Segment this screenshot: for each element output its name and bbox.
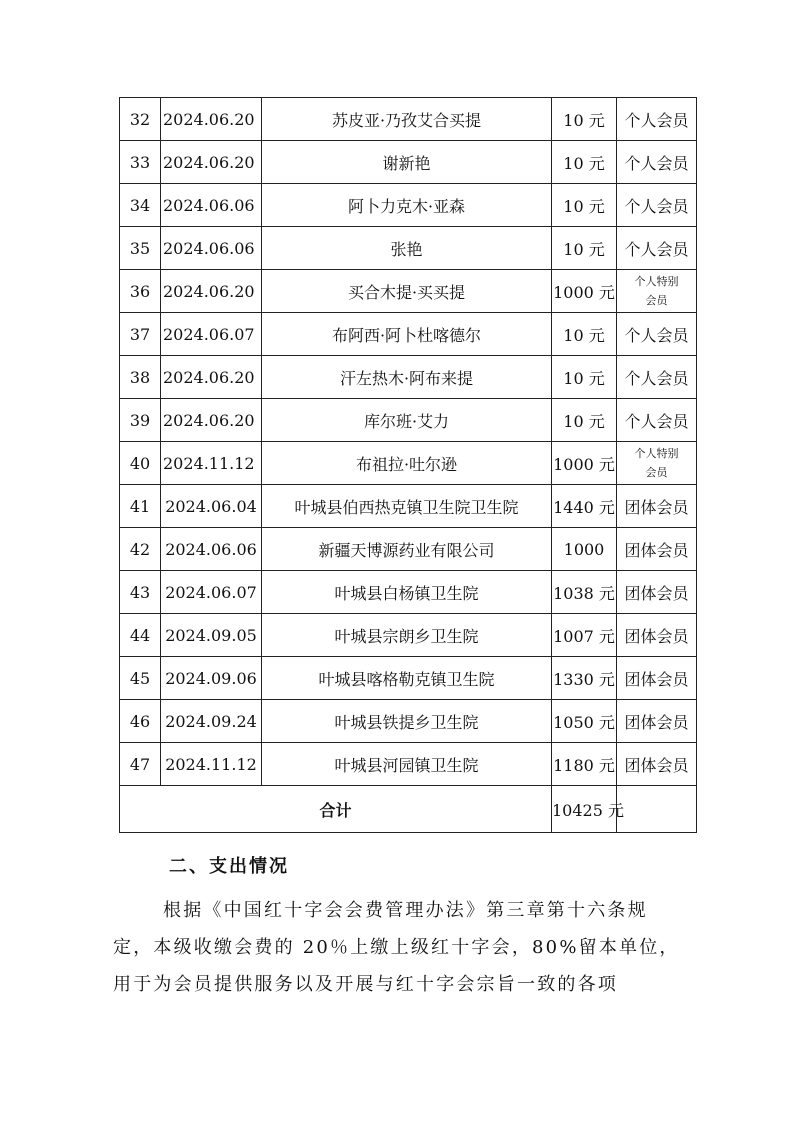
total-label: 合计	[120, 786, 552, 833]
row-member-type: 团体会员	[617, 485, 697, 528]
row-amount: 10 元	[552, 399, 617, 442]
row-date: 2024.11.12	[161, 442, 262, 485]
table-row	[120, 657, 697, 700]
member-type-line: 会员	[645, 294, 668, 307]
row-member-name: 汗左热木·阿布来提	[262, 356, 552, 399]
row-amount: 1000	[552, 528, 617, 571]
row-date: 2024.06.20	[161, 356, 262, 399]
row-member-name: 谢新艳	[262, 141, 552, 184]
row-date: 2024.06.06	[161, 227, 262, 270]
total-amount: 10425 元	[552, 786, 617, 833]
membership-fee-table	[119, 97, 697, 833]
row-amount: 1180 元	[552, 743, 617, 786]
row-number: 38	[120, 356, 161, 399]
table-row	[120, 98, 697, 141]
row-member-name: 叶城县白杨镇卫生院	[262, 571, 552, 614]
row-member-type: 个人会员	[617, 98, 697, 141]
row-amount: 1007 元	[552, 614, 617, 657]
row-member-type: 个人会员	[617, 227, 697, 270]
row-member-name: 买合木提·买买提	[262, 270, 552, 313]
total-type-cell	[617, 786, 697, 833]
row-date: 2024.06.04	[161, 485, 262, 528]
row-amount: 1000 元	[552, 270, 617, 313]
row-date: 2024.06.20	[161, 270, 262, 313]
fee-table-body	[120, 98, 697, 786]
row-number: 41	[120, 485, 161, 528]
table-row	[120, 356, 697, 399]
row-amount: 10 元	[552, 141, 617, 184]
row-amount: 1050 元	[552, 700, 617, 743]
table-row	[120, 528, 697, 571]
row-member-name: 叶城县宗朗乡卫生院	[262, 614, 552, 657]
row-member-type: 个人会员	[617, 399, 697, 442]
row-member-type	[617, 442, 697, 485]
row-amount: 1330 元	[552, 657, 617, 700]
row-date: 2024.06.07	[161, 313, 262, 356]
table-row	[120, 270, 697, 313]
row-member-name: 叶城县铁提乡卫生院	[262, 700, 552, 743]
table-row	[120, 485, 697, 528]
row-member-name: 阿卜力克木·亚森	[262, 184, 552, 227]
total-row	[120, 786, 697, 833]
row-member-type: 团体会员	[617, 657, 697, 700]
row-member-type: 个人会员	[617, 184, 697, 227]
row-number: 42	[120, 528, 161, 571]
paragraph-line: 定，本级收缴会费的 20％上缴上级红十字会，80%留本单位，	[113, 937, 680, 958]
row-number: 32	[120, 98, 161, 141]
row-number: 40	[120, 442, 161, 485]
table-row	[120, 184, 697, 227]
paragraph-line: 根据《中国红十字会会费管理办法》第三章第十六条规	[163, 900, 648, 921]
row-date: 2024.06.20	[161, 141, 262, 184]
section-heading: 二、支出情况	[169, 856, 289, 877]
row-amount: 10 元	[552, 313, 617, 356]
row-amount: 1038 元	[552, 571, 617, 614]
row-number: 34	[120, 184, 161, 227]
row-number: 33	[120, 141, 161, 184]
table-row	[120, 700, 697, 743]
member-type-line: 个人特别	[634, 275, 679, 288]
row-date: 2024.09.05	[161, 614, 262, 657]
table-row	[120, 442, 697, 485]
row-number: 43	[120, 571, 161, 614]
section-paragraph	[113, 892, 688, 1003]
row-member-type: 团体会员	[617, 528, 697, 571]
row-date: 2024.09.24	[161, 700, 262, 743]
row-member-type: 团体会员	[617, 700, 697, 743]
table-row	[120, 399, 697, 442]
table-row	[120, 313, 697, 356]
row-member-name: 苏皮亚·乃孜艾合买提	[262, 98, 552, 141]
row-member-name: 布祖拉·吐尔逊	[262, 442, 552, 485]
row-member-name: 张艳	[262, 227, 552, 270]
row-member-type: 团体会员	[617, 743, 697, 786]
row-member-name: 布阿西·阿卜杜喀德尔	[262, 313, 552, 356]
row-amount: 10 元	[552, 356, 617, 399]
row-date: 2024.06.20	[161, 399, 262, 442]
row-date: 2024.06.07	[161, 571, 262, 614]
row-member-type: 团体会员	[617, 614, 697, 657]
row-member-name: 新疆天博源药业有限公司	[262, 528, 552, 571]
table-row	[120, 227, 697, 270]
row-date: 2024.06.06	[161, 184, 262, 227]
row-member-type: 个人会员	[617, 313, 697, 356]
row-number: 37	[120, 313, 161, 356]
row-amount: 10 元	[552, 98, 617, 141]
row-number: 46	[120, 700, 161, 743]
row-member-name: 叶城县河园镇卫生院	[262, 743, 552, 786]
table-row	[120, 571, 697, 614]
row-number: 47	[120, 743, 161, 786]
paragraph-line: 用于为会员提供服务以及开展与红十字会宗旨一致的各项	[113, 974, 618, 995]
row-number: 39	[120, 399, 161, 442]
table-row	[120, 141, 697, 184]
row-date: 2024.06.20	[161, 98, 262, 141]
row-member-name: 叶城县喀格勒克镇卫生院	[262, 657, 552, 700]
member-type-line: 个人特别	[634, 447, 679, 460]
row-member-type: 个人会员	[617, 141, 697, 184]
row-number: 44	[120, 614, 161, 657]
table-row	[120, 743, 697, 786]
row-member-type	[617, 270, 697, 313]
row-member-name: 库尔班·艾力	[262, 399, 552, 442]
row-number: 36	[120, 270, 161, 313]
row-member-type: 团体会员	[617, 571, 697, 614]
row-date: 2024.06.06	[161, 528, 262, 571]
row-amount: 10 元	[552, 227, 617, 270]
row-number: 45	[120, 657, 161, 700]
row-date: 2024.11.12	[161, 743, 262, 786]
row-amount: 10 元	[552, 184, 617, 227]
member-type-line: 会员	[645, 466, 668, 479]
row-amount: 1000 元	[552, 442, 617, 485]
table-row	[120, 614, 697, 657]
row-member-type: 个人会员	[617, 356, 697, 399]
row-date: 2024.09.06	[161, 657, 262, 700]
row-number: 35	[120, 227, 161, 270]
row-member-name: 叶城县伯西热克镇卫生院卫生院	[262, 485, 552, 528]
row-amount: 1440 元	[552, 485, 617, 528]
